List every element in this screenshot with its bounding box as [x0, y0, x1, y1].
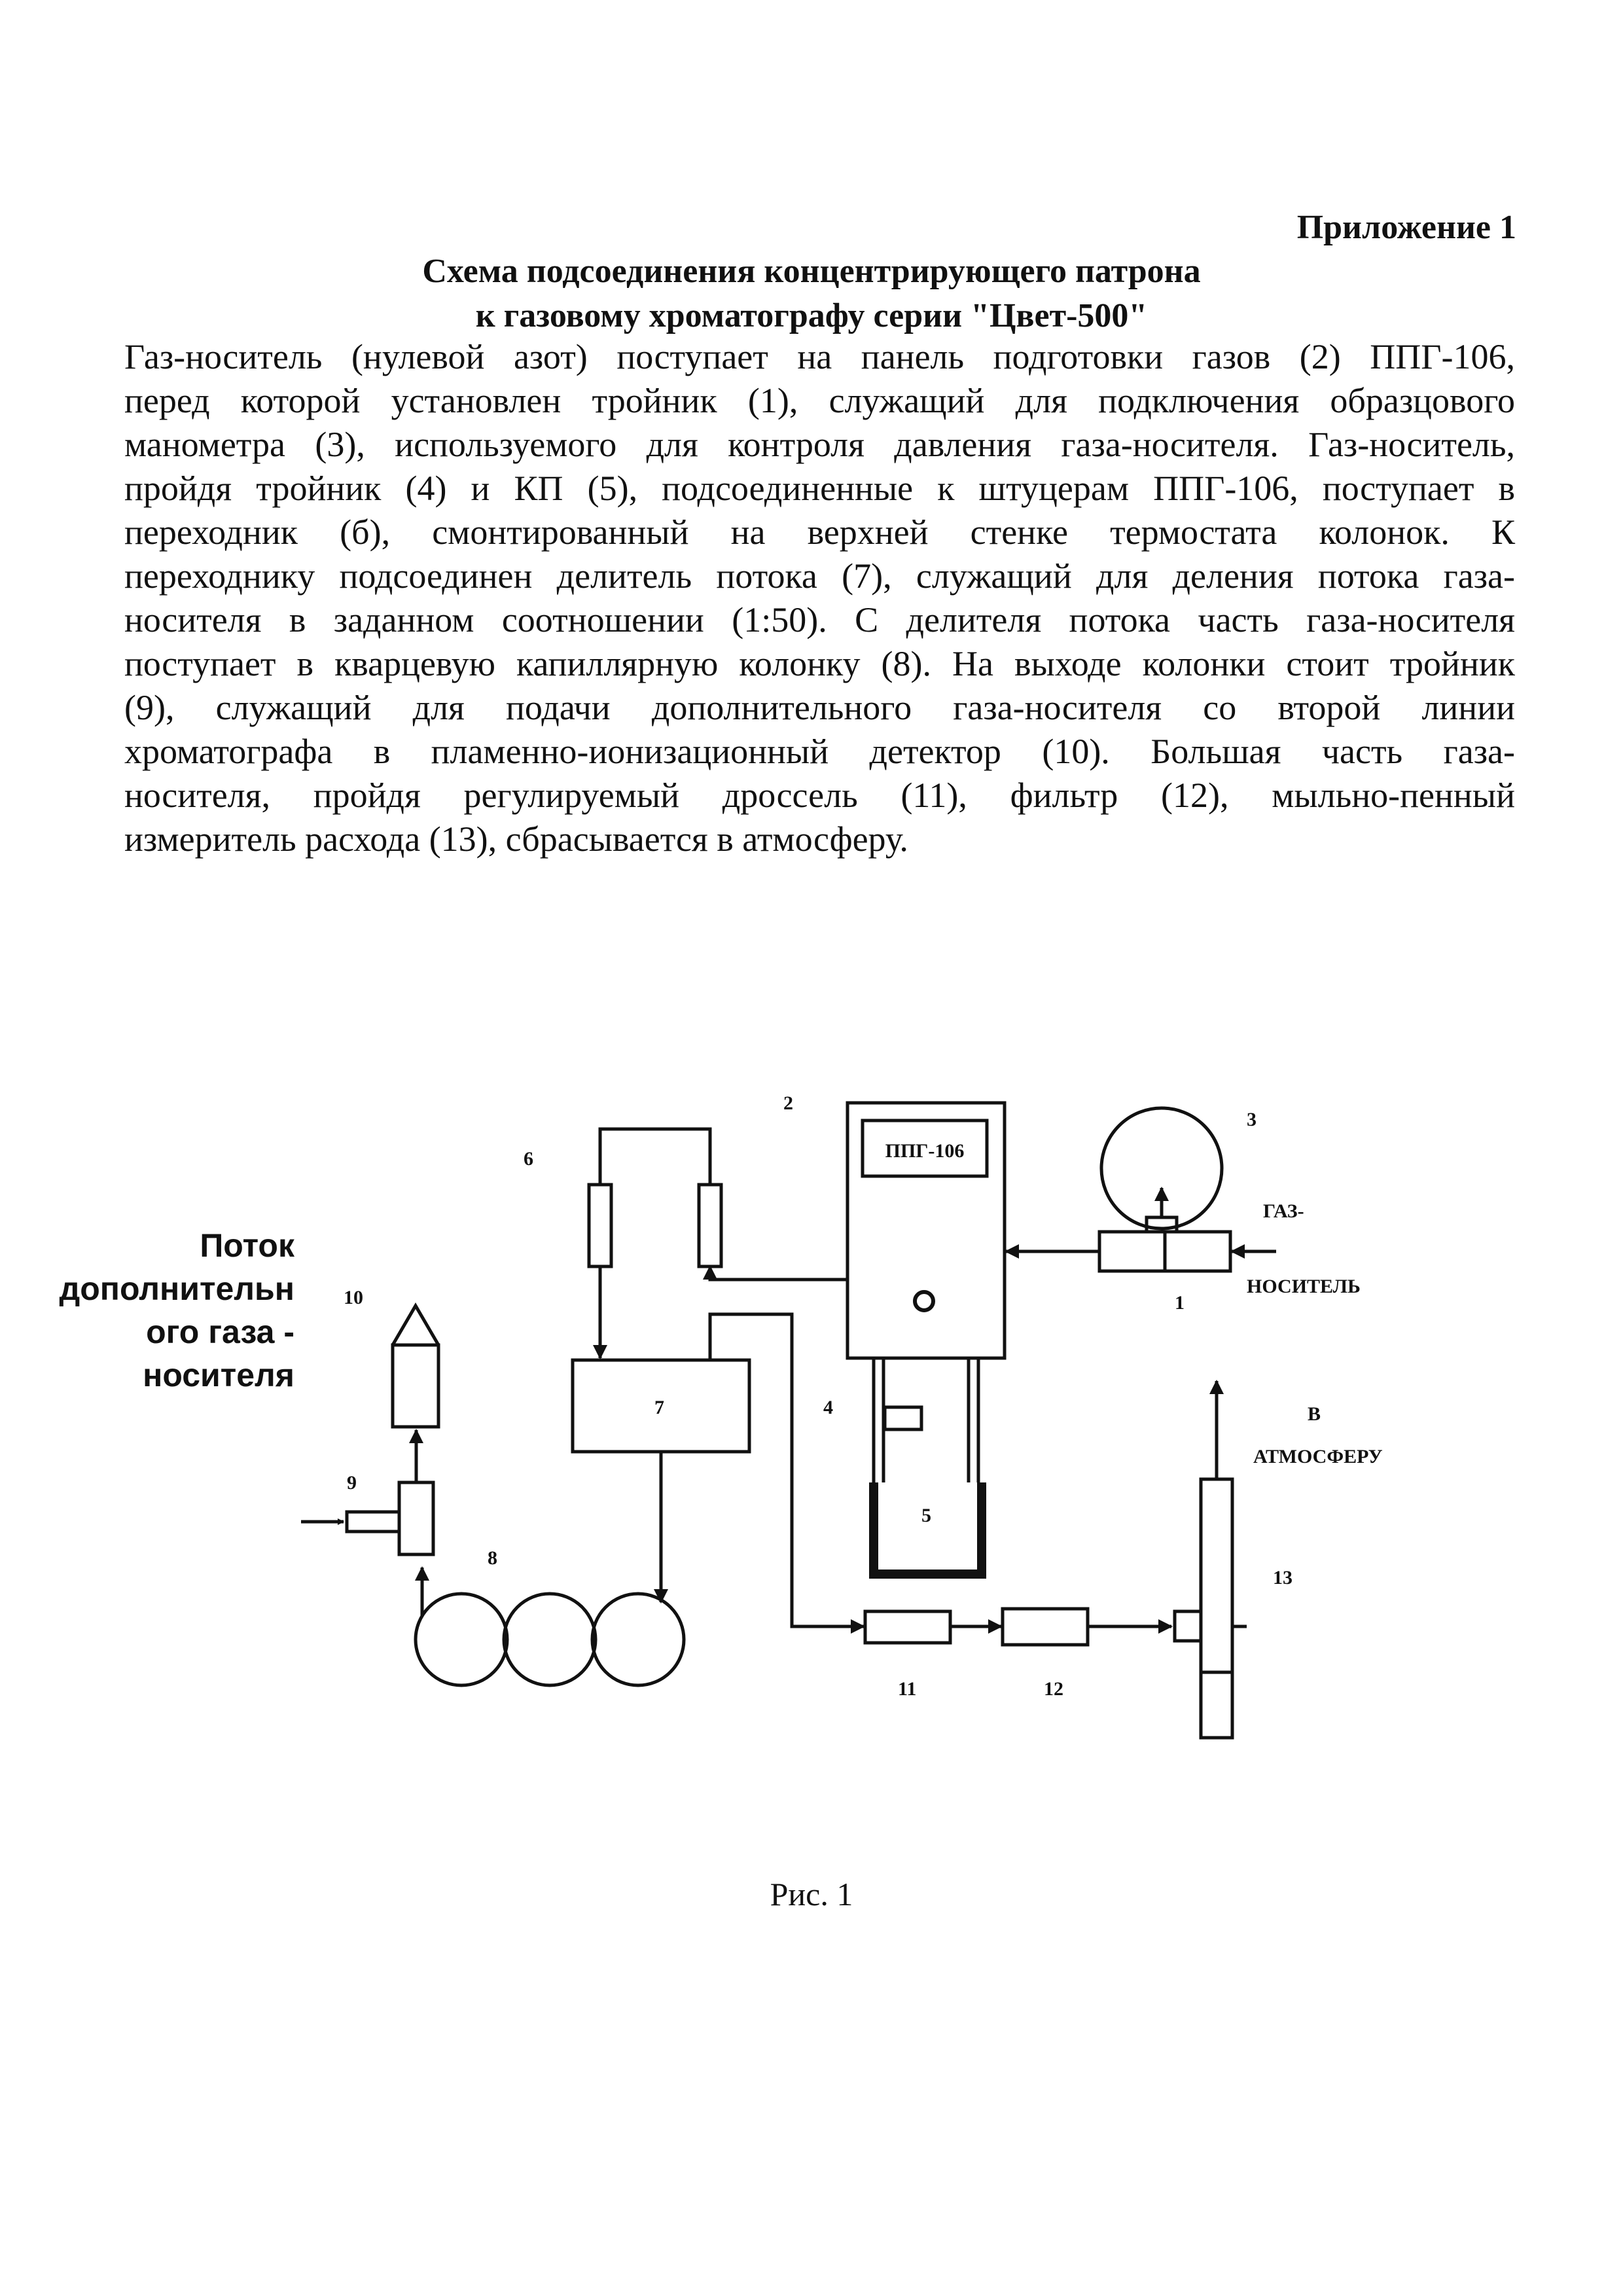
number-5: 5	[921, 1505, 931, 1526]
adapter-6-top	[600, 1129, 710, 1185]
number-1: 1	[1175, 1292, 1185, 1314]
title-line-2: к газовому хроматографу серии "Цвет-500"	[475, 297, 1148, 334]
column-coil-8b	[504, 1594, 596, 1685]
number-6: 6	[524, 1148, 533, 1170]
body-line: перед которой установлен тройник (1), служащий для подключения образцового	[124, 381, 1515, 420]
body-line: манометра (3), используемого для контроля давления газа-носителя. Газ-носитель,	[124, 425, 1515, 464]
detector-10-tip	[393, 1306, 438, 1345]
cp-5	[874, 1482, 982, 1574]
filter-12	[1003, 1609, 1088, 1645]
number-11: 11	[898, 1678, 917, 1700]
title-line-1: Схема подсоединения концентрирующего патрона	[422, 253, 1201, 290]
side-label-line: Поток	[200, 1227, 294, 1264]
detector-10	[393, 1345, 438, 1427]
number-4: 4	[823, 1397, 833, 1418]
ppg-knob	[915, 1292, 933, 1310]
body-line: (9), служащий для подачи дополнительного газа-носителя со второй линии	[124, 688, 1515, 727]
number-10: 10	[344, 1287, 363, 1308]
body-line: носителя, пройдя регулируемый дроссель (11), фильтр (12), мыльно-пенный	[124, 776, 1515, 815]
column-coil-8c	[592, 1594, 684, 1685]
body-line: поступает в кварцевую капиллярную колонку (8). На выходе колонки стоит тройник	[124, 644, 1515, 683]
body-line: носителя в заданном соотношении (1:50). С делителя потока часть газа-носителя	[124, 600, 1515, 639]
side-label-line: ого газа -	[146, 1314, 294, 1350]
tee-9-port	[347, 1512, 399, 1532]
number-8: 8	[488, 1547, 497, 1569]
throttle-11	[865, 1611, 950, 1643]
body-line: хроматографа в пламенно-ионизационный детектор (10). Большая часть газа-	[124, 732, 1515, 771]
number-2: 2	[783, 1092, 793, 1114]
atmosphere-label-2: АТМОСФЕРУ	[1253, 1446, 1383, 1467]
tee-4	[885, 1407, 921, 1429]
side-label-line: носителя	[143, 1357, 294, 1393]
tee-9	[399, 1482, 433, 1554]
figure-caption: Рис. 1	[770, 1876, 853, 1912]
body-line: измеритель расхода (13), сбрасывается в атмосферу.	[124, 819, 908, 859]
flow-panel-to-6	[710, 1266, 847, 1280]
number-12: 12	[1044, 1678, 1063, 1700]
column-coil-8a	[416, 1594, 507, 1685]
number-7: 7	[654, 1397, 664, 1418]
adapter-6-right	[699, 1185, 721, 1266]
body-line: Газ-носитель (нулевой азот) поступает на панель подготовки газов (2) ППГ-106,	[124, 337, 1515, 376]
appendix-label: Приложение 1	[1296, 209, 1516, 246]
number-9: 9	[347, 1472, 357, 1494]
gas-in-label-1: ГАЗ-	[1263, 1200, 1304, 1222]
gas-in-label-2: НОСИТЕЛЬ	[1247, 1276, 1361, 1297]
number-3: 3	[1247, 1109, 1257, 1130]
body-line: переходник (б), смонтированный на верхней стенке термостата колонок. К	[124, 512, 1515, 552]
ppg-label: ППГ-106	[885, 1140, 965, 1162]
body-line: пройдя тройник (4) и КП (5), подсоединенные к штуцерам ППГ-106, поступает в	[124, 469, 1515, 508]
flowmeter-13-port	[1175, 1611, 1201, 1641]
adapter-6-left	[589, 1185, 611, 1266]
side-label-line: дополнительн	[59, 1270, 294, 1307]
flowmeter-13	[1201, 1479, 1232, 1738]
number-13: 13	[1273, 1567, 1293, 1588]
body-line: переходнику подсоединен делитель потока (7), служащий для деления потока газа-	[124, 556, 1515, 596]
atmosphere-label-1: В	[1308, 1403, 1321, 1425]
